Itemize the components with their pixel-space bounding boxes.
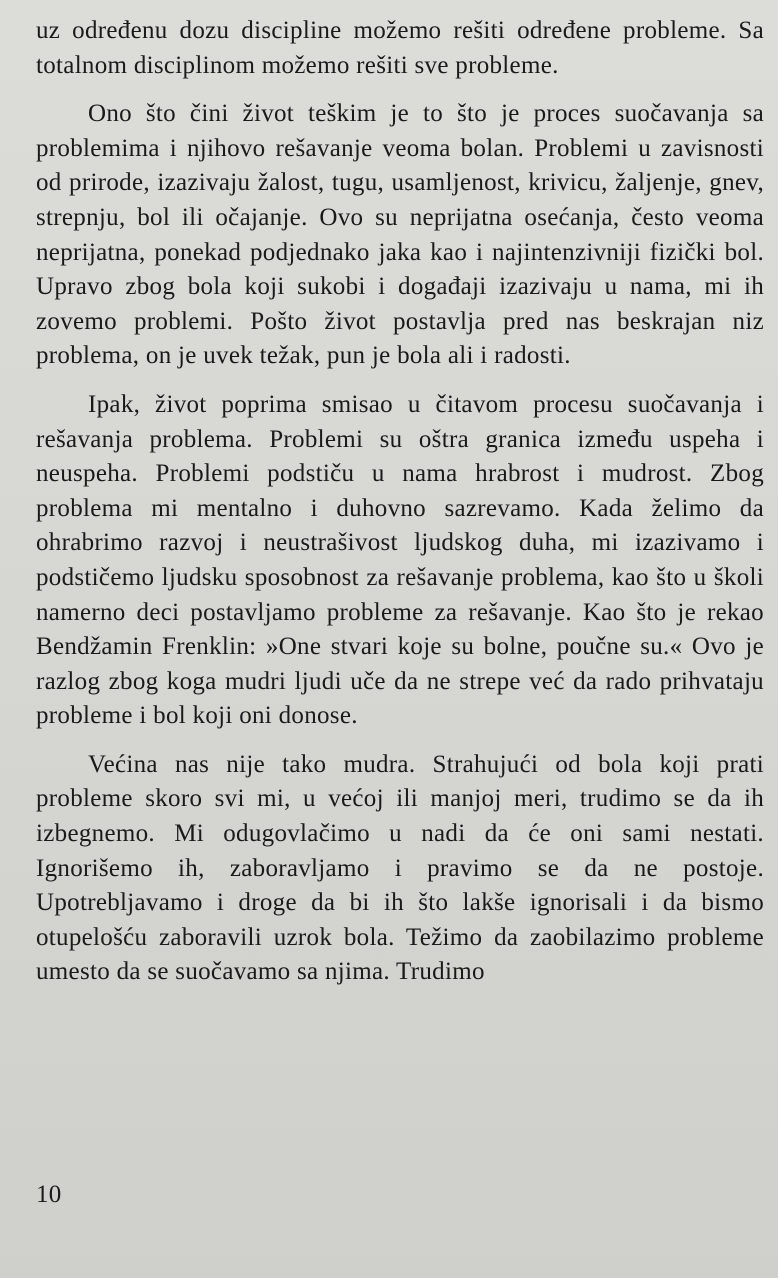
paragraph-3: Ipak, život poprima smisao u čitavom procesu suočavanja i rešavanja problema. Problemi su oštra granica između uspeha i neuspeha. Problemi podstiču u nama hrabrost i mudrost. Zbog problema mi mentalno i duhovno sazrevamo. Kada želimo da ohrabrimo razvoj i neustrašivost ljudskog duha, mi izazivamo i podstičemo ljudsku sposobnost za rešavanje problema, kao što u školi namerno deci postavljamo probleme za rešavanje. Kao što je rekao Bendžamin Frenklin: »One stvari koje su bolne, poučne su.« Ovo je razlog zbog koga mudri ljudi uče da ne strepe već da rado prihvataju probleme i bol koji oni donose.: [36, 390, 764, 730]
paragraph-2: Ono što čini život teškim je to što je proces suočavanja sa problemima i njihovo rešavanje veoma bolan. Problemi u zavisnosti od prirode, izazivaju žalost, tugu, usamljenost, krivicu, žaljenje, gnev, strepnju, bol ili očajanje. Ovo su neprijatna osećanja, često veoma neprijatna, ponekad podjednako jaka kao i najintenzivniji fizički bol. Upravo zbog bola koji sukobi i događaji izazivaju u nama, mi ih zovemo problemi. Pošto život postavlja pred nas beskrajan niz problema, on je uvek težak, pun je bola ali i radosti.: [36, 100, 764, 370]
paragraph-4: Većina nas nije tako mudra. Strahujući od bola koji prati probleme skoro svi mi, u većoj ili manjoj meri, trudimo se da ih izbegnemo. Mi odugovlačimo u nadi da će oni sami nestati. Ignorišemo ih, zaboravljamo i pravimo se da ne postoje. Upotrebljavamo i droge da bi ih što lakše ignorisali i da bismo otupelošću zaboravili uzrok bola. Težimo da zaobilazimo probleme umesto da se suočavamo sa njima. Trudimo: [36, 750, 764, 986]
page-number: 10: [36, 1181, 62, 1208]
paragraph-1: uz određenu dozu discipline možemo rešiti određene probleme. Sa totalnom disciplinom možemo rešiti sve probleme.: [36, 17, 764, 79]
